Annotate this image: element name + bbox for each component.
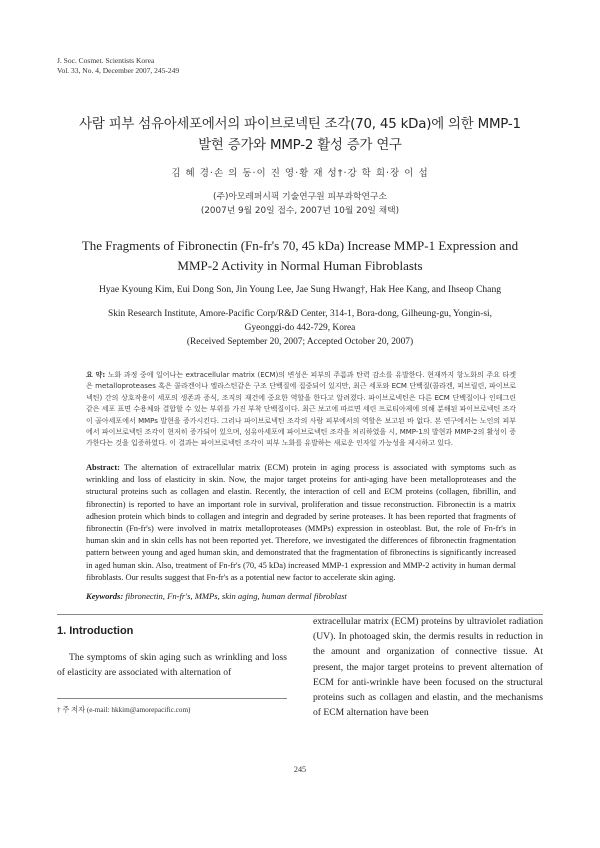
korean-abstract xyxy=(86,370,516,450)
korean-authors: 김 혜 경·손 의 동·이 진 영·황 재 성†·강 학 희·장 이 섭 xyxy=(171,168,429,179)
page-number: 245 xyxy=(293,765,307,774)
english-abstract-label: Abstract: xyxy=(86,463,120,472)
keywords-label: Keywords: xyxy=(86,591,124,601)
corresponding-author-footnote: † 주 저자 (e-mail: hkkim@amorepacific.com) xyxy=(57,706,191,714)
journal-volume: Vol. 33, No. 4, December 2007, 245-249 xyxy=(57,66,180,75)
english-authors: Hyae Kyoung Kim, Eui Dong Son, Jin Young Lee, Jae Sung Hwang†, Hak Hee Kang, and Ihseop Chang xyxy=(98,284,502,295)
korean-title-line-1: 사람 피부 섬유아세포에서의 파이브로넥틴 조각(70, 45 kDa)에 의한 MMP-1 xyxy=(79,117,521,132)
english-abstract-text: The alternation of extracellular matrix (ECM) protein in aging process is associated with symptoms such as wrinkling and loss of elasticity in skin. Now, the major target proteins for anti-aging have been metalloproteases and the structural proteins such as collagen and elastin. Recently, the interaction of cell and ECM proteins (collagen, fibrillin, and fibronectin) is reported to have an important role in survival, proliferation and tissue reconstruction. Fibronectin is a matrix adhesion protein which binds to collagen and integrin and degraded by serine proteases. It has been reported that fragments of fibronectin (Fn-fr's) were involved in matrix metalloproteases (MMPs) expression in osteoblast. But, the role of Fn-fr's in human skin and in skin cells has not been reported yet. Therefore, we investigated the differences of fibronectin fragmentation pattern between young and aged human skin, and demonstrated that the fragmentation of fibronectins is significantly increased in aged human skin. Also, treatment of Fn-fr's (70, 45 kDa) increased MMP-1 expression and MMP-2 activity in human dermal fibroblasts. Our results suggest that Fn-fr's as a potential new factor to accelerate skin aging. xyxy=(86,463,516,582)
english-title-line-1: The Fragments of Fibronectin (Fn-fr's 70, 45 kDa) Increase MMP-1 Expression and xyxy=(81,238,519,253)
korean-received-date: (2007년 9월 20일 접수, 2007년 10월 20일 채택) xyxy=(200,206,400,216)
journal-name: J. Soc. Cosmet. Scientists Korea xyxy=(57,56,155,65)
english-received-date: (Received September 20, 2007; Accepted October 20, 2007) xyxy=(186,337,414,347)
introduction-left-column xyxy=(57,650,287,680)
korean-affiliation xyxy=(40,190,560,218)
korean-title-line-2: 발현 증가와 MMP-2 활성 증가 연구 xyxy=(198,138,402,153)
korean-abstract-text: 노화 과정 중에 일어나는 extracellular matrix (ECM)의 변성은 피부의 주름과 탄력 감소를 유발한다. 현재까지 항노화의 주요 타겟은 metalloproteases 혹은 콜라겐이나 엘라스틴같은 구조 단백질에 집중되어 있지만, 최근 세포와 ECM 단백질(콜라겐, 피브릴린, 파이브로넥틴) 간의 상호작용이 세포의 생존과 증식, 조직의 재건에 중요한 역할을 한다고 알려졌다. 파이브로넥틴은 다른 ECM 단백질이나 인테그린 같은 세포 표면 수용체와 결합할 수 있는 부위를 가진 부착 단백질이다. 최근 보고에 따르면 세린 프로티아제에 의해 분해된 파이브로넥틴 조각이 골아세포에서 MMPs 발현을 증가시킨다. 그러나 파이브로넥틴 조각의 사람 피부에서의 역할은 보고된 바 없다. 본 연구에서는 노인의 피부에서 파이브로넥틴 조각이 현저히 증가되어 있으며, 섬유아세포에 파이브로넥틴 조각을 처리하였을 시, MMP-1의 발현과 MMP-2의 활성이 증가한다는 것을 입증하였다. 이 결과는 파이브로넥틴 조각이 피부 노화를 유발하는 새로운 인자일 가능성을 제시하고 있다. xyxy=(86,371,516,448)
introduction-right-column xyxy=(313,614,543,720)
keywords xyxy=(86,591,516,601)
english-affiliation xyxy=(40,307,560,349)
introduction-heading: 1. Introduction xyxy=(57,625,134,637)
footnote-divider xyxy=(57,698,287,699)
introduction-right-text: extracellular matrix (ECM) proteins by ultraviolet radiation (UV). In photoaged skin, the dermis results in reduction in the amount and organization of connective tissue. At present, the major target proteins to prevent alternation of ECM for anti-wrinkle have been focused on the structural proteins such as collagen and elastin, and the mechanisms of ECM alternation have been xyxy=(313,616,543,719)
korean-abstract-label: 요 약: xyxy=(86,371,106,379)
keywords-text: fibronectin, Fn-fr's, MMPs, skin aging, human dermal fibroblast xyxy=(125,591,347,601)
english-title-line-2: MMP-2 Activity in Normal Human Fibroblasts xyxy=(177,258,423,273)
korean-affiliation-name: (주)아모레퍼시픽 기술연구원 피부과학연구소 xyxy=(213,192,387,202)
introduction-left-text: The symptoms of skin aging such as wrinkling and loss of elasticity are associated with alternation of xyxy=(57,652,287,679)
english-title xyxy=(40,236,560,276)
english-affiliation-line-2: Gyeonggi-do 442-729, Korea xyxy=(244,323,356,333)
english-affiliation-line-1: Skin Research Institute, Amore-Pacific Corp/R&D Center, 314-1, Bora-dong, Gilheung-gu, Yongin-si, xyxy=(108,309,492,319)
english-abstract xyxy=(86,462,516,584)
journal-header xyxy=(57,56,179,76)
korean-title xyxy=(40,114,560,156)
